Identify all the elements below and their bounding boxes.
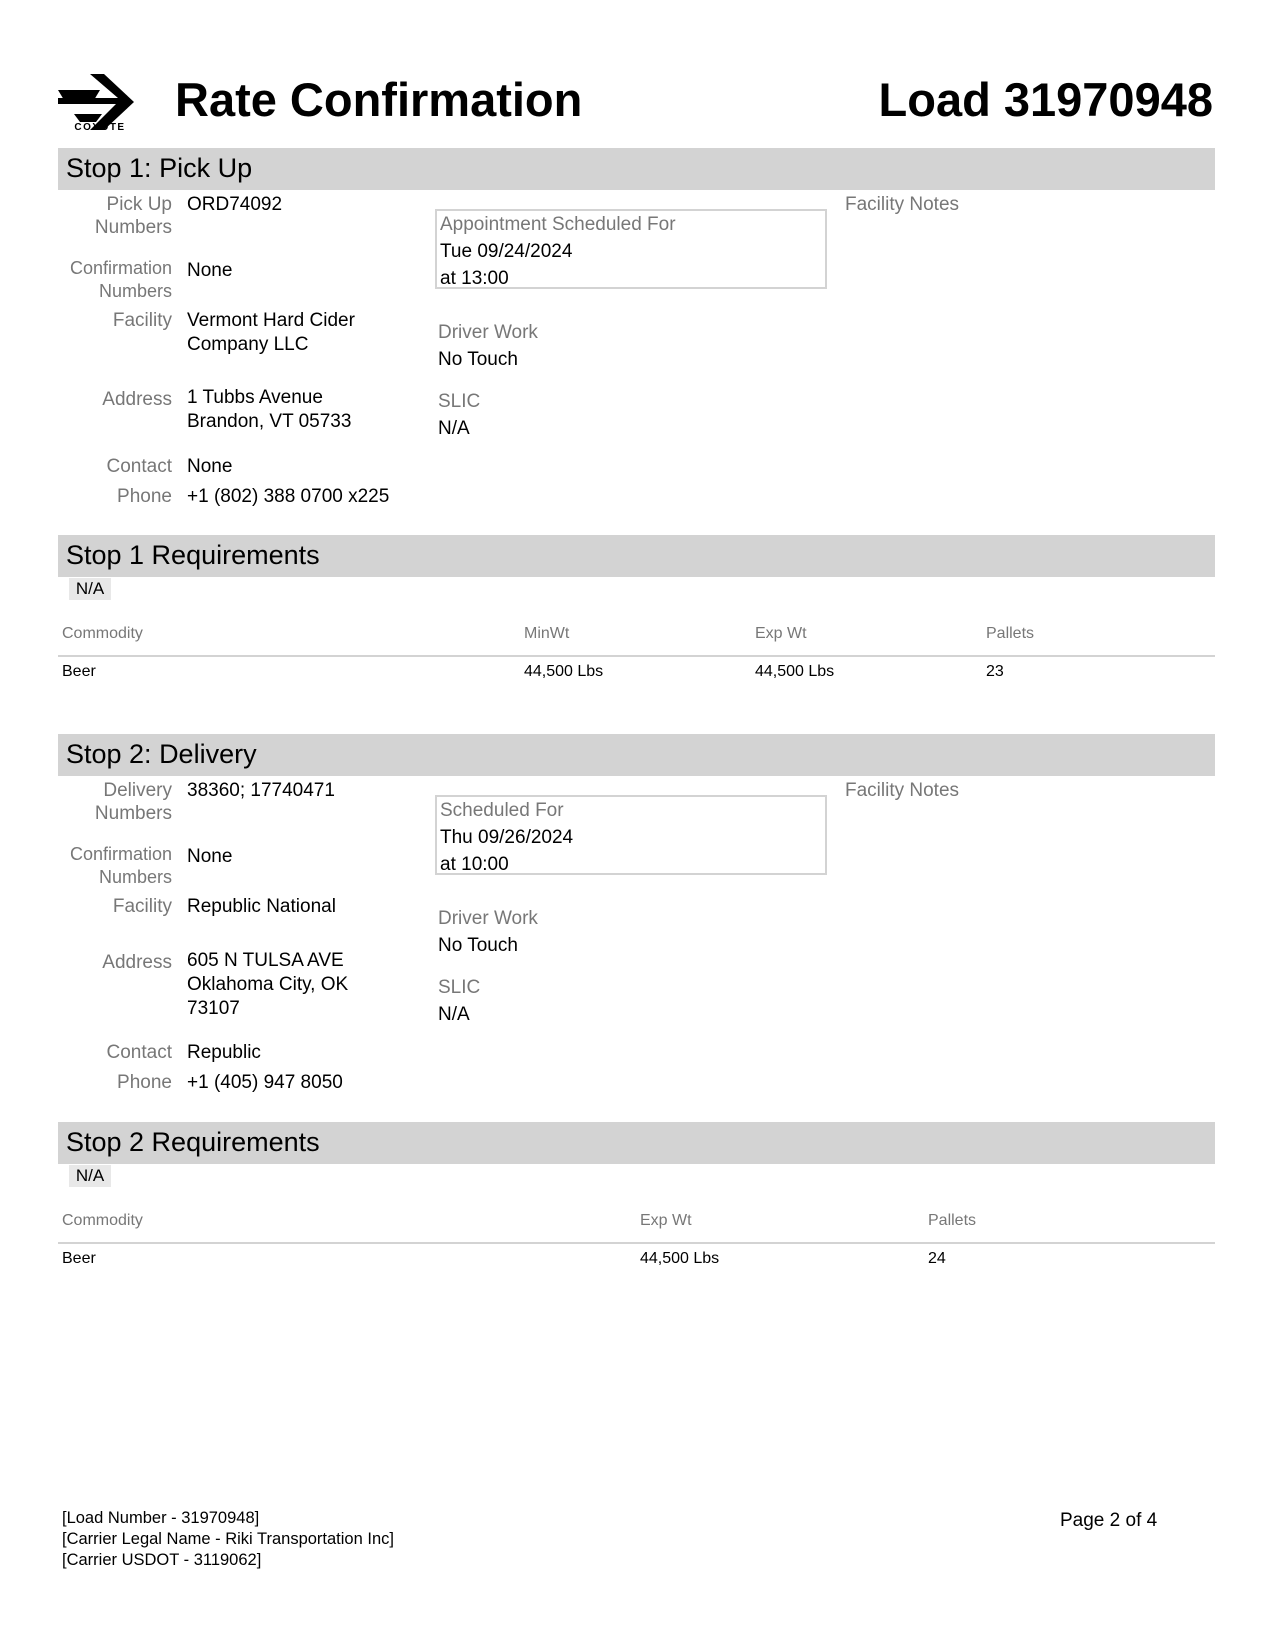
stop2-col-commodity: Commodity [62, 1212, 143, 1229]
stop1-address-label: Address [102, 389, 172, 410]
stop1-confirmation-value: None [187, 260, 233, 281]
stop1-driver-work-value: No Touch [438, 349, 518, 370]
stop1-col-minwt: MinWt [524, 625, 570, 642]
page-number: Page 2 of 4 [1060, 1510, 1158, 1531]
stop1-facility-value: Vermont Hard Cider Company LLC [187, 310, 355, 355]
stop1-cell-expwt: 44,500 Lbs [755, 663, 835, 680]
stop1-requirements-heading: Stop 1 Requirements [66, 540, 320, 570]
stop2-contact-value: Republic [187, 1042, 261, 1063]
stop1-col-expwt: Exp Wt [755, 625, 807, 642]
footer-info [62, 1508, 394, 1571]
stop1-slic-label: SLIC [438, 391, 481, 412]
stop2-heading: Stop 2: Delivery [66, 739, 257, 769]
stop2-confirmation-label: Confirmation Numbers [69, 844, 172, 887]
stop2-address-label: Address [102, 952, 172, 973]
stop1-appointment-date: Tue 09/24/2024 [440, 241, 573, 262]
stop1-appointment-label: Appointment Scheduled For [440, 214, 676, 235]
stop2-facility-notes-label: Facility Notes [845, 780, 960, 801]
stop1-numbers-value: ORD74092 [187, 194, 283, 215]
stop1-numbers-label: Pick Up Numbers [94, 194, 172, 238]
stop2-phone-label: Phone [117, 1072, 172, 1093]
stop2-driver-work-label: Driver Work [438, 908, 538, 929]
stop2-cell-pallets: 24 [928, 1250, 946, 1267]
stop1-address-value: 1 Tubbs Avenue Brandon, VT 05733 [187, 387, 352, 432]
stop1-heading: Stop 1: Pick Up [66, 153, 253, 183]
logo-wordmark: COYOTE [74, 122, 126, 133]
stop1-contact-value: None [187, 456, 233, 477]
stop1-confirmation-label: Confirmation Numbers [69, 258, 172, 301]
footer-load-number: [Load Number - 31970948] [62, 1509, 260, 1527]
stop2-col-pallets: Pallets [928, 1212, 977, 1229]
footer-carrier-dot: [Carrier USDOT - 3119062] [62, 1551, 262, 1569]
stop2-col-expwt: Exp Wt [640, 1212, 692, 1229]
stop2-requirements-badge: N/A [69, 1165, 111, 1187]
stop2-numbers-label: Delivery Numbers [94, 780, 172, 824]
stop2-numbers-value: 38360; 17740471 [187, 780, 335, 801]
stop2-cell-expwt: 44,500 Lbs [640, 1250, 720, 1267]
stop2-driver-work-value: No Touch [438, 935, 518, 956]
stop2-appointment-time: at 10:00 [440, 854, 509, 875]
stop1-facility-label: Facility [112, 310, 172, 331]
stop1-cell-pallets: 23 [986, 663, 1004, 680]
stop1-slic-value: N/A [438, 418, 470, 439]
stop1-col-commodity: Commodity [62, 625, 143, 642]
stop1-driver-work-label: Driver Work [438, 322, 538, 343]
load-number-title: Load 31970948 [878, 73, 1213, 126]
stop1-cell-minwt: 44,500 Lbs [524, 663, 604, 680]
stop2-appointment-date: Thu 09/26/2024 [440, 827, 574, 848]
stop1-phone-label: Phone [117, 486, 172, 507]
footer-carrier-name: [Carrier Legal Name - Riki Transportation Inc] [62, 1530, 394, 1548]
stop1-col-pallets: Pallets [986, 625, 1035, 642]
stop1-facility-notes-label: Facility Notes [845, 194, 960, 215]
stop2-requirements-heading: Stop 2 Requirements [66, 1127, 320, 1157]
stop2-slic-label: SLIC [438, 977, 481, 998]
stop1-contact-label: Contact [106, 456, 172, 477]
stop1-cell-commodity: Beer [62, 663, 96, 680]
stop2-phone-value: +1 (405) 947 8050 [187, 1072, 343, 1093]
stop1-phone-value: +1 (802) 388 0700 x225 [187, 486, 390, 507]
stop1-requirements-badge: N/A [69, 578, 111, 600]
stop2-slic-value: N/A [438, 1004, 470, 1025]
stop2-address-value: 605 N TULSA AVE Oklahoma City, OK 73107 [187, 950, 349, 1019]
stop2-facility-value: Republic National [187, 896, 336, 917]
stop2-confirmation-value: None [187, 846, 233, 867]
page-title: Rate Confirmation [175, 73, 583, 126]
stop2-cell-commodity: Beer [62, 1250, 96, 1267]
stop1-table-divider [58, 655, 1215, 657]
stop2-contact-label: Contact [106, 1042, 172, 1063]
stop1-appointment-time: at 13:00 [440, 268, 509, 289]
stop2-table-divider [58, 1242, 1215, 1244]
stop2-appointment-label: Scheduled For [440, 800, 564, 821]
stop2-facility-label: Facility [112, 896, 172, 917]
